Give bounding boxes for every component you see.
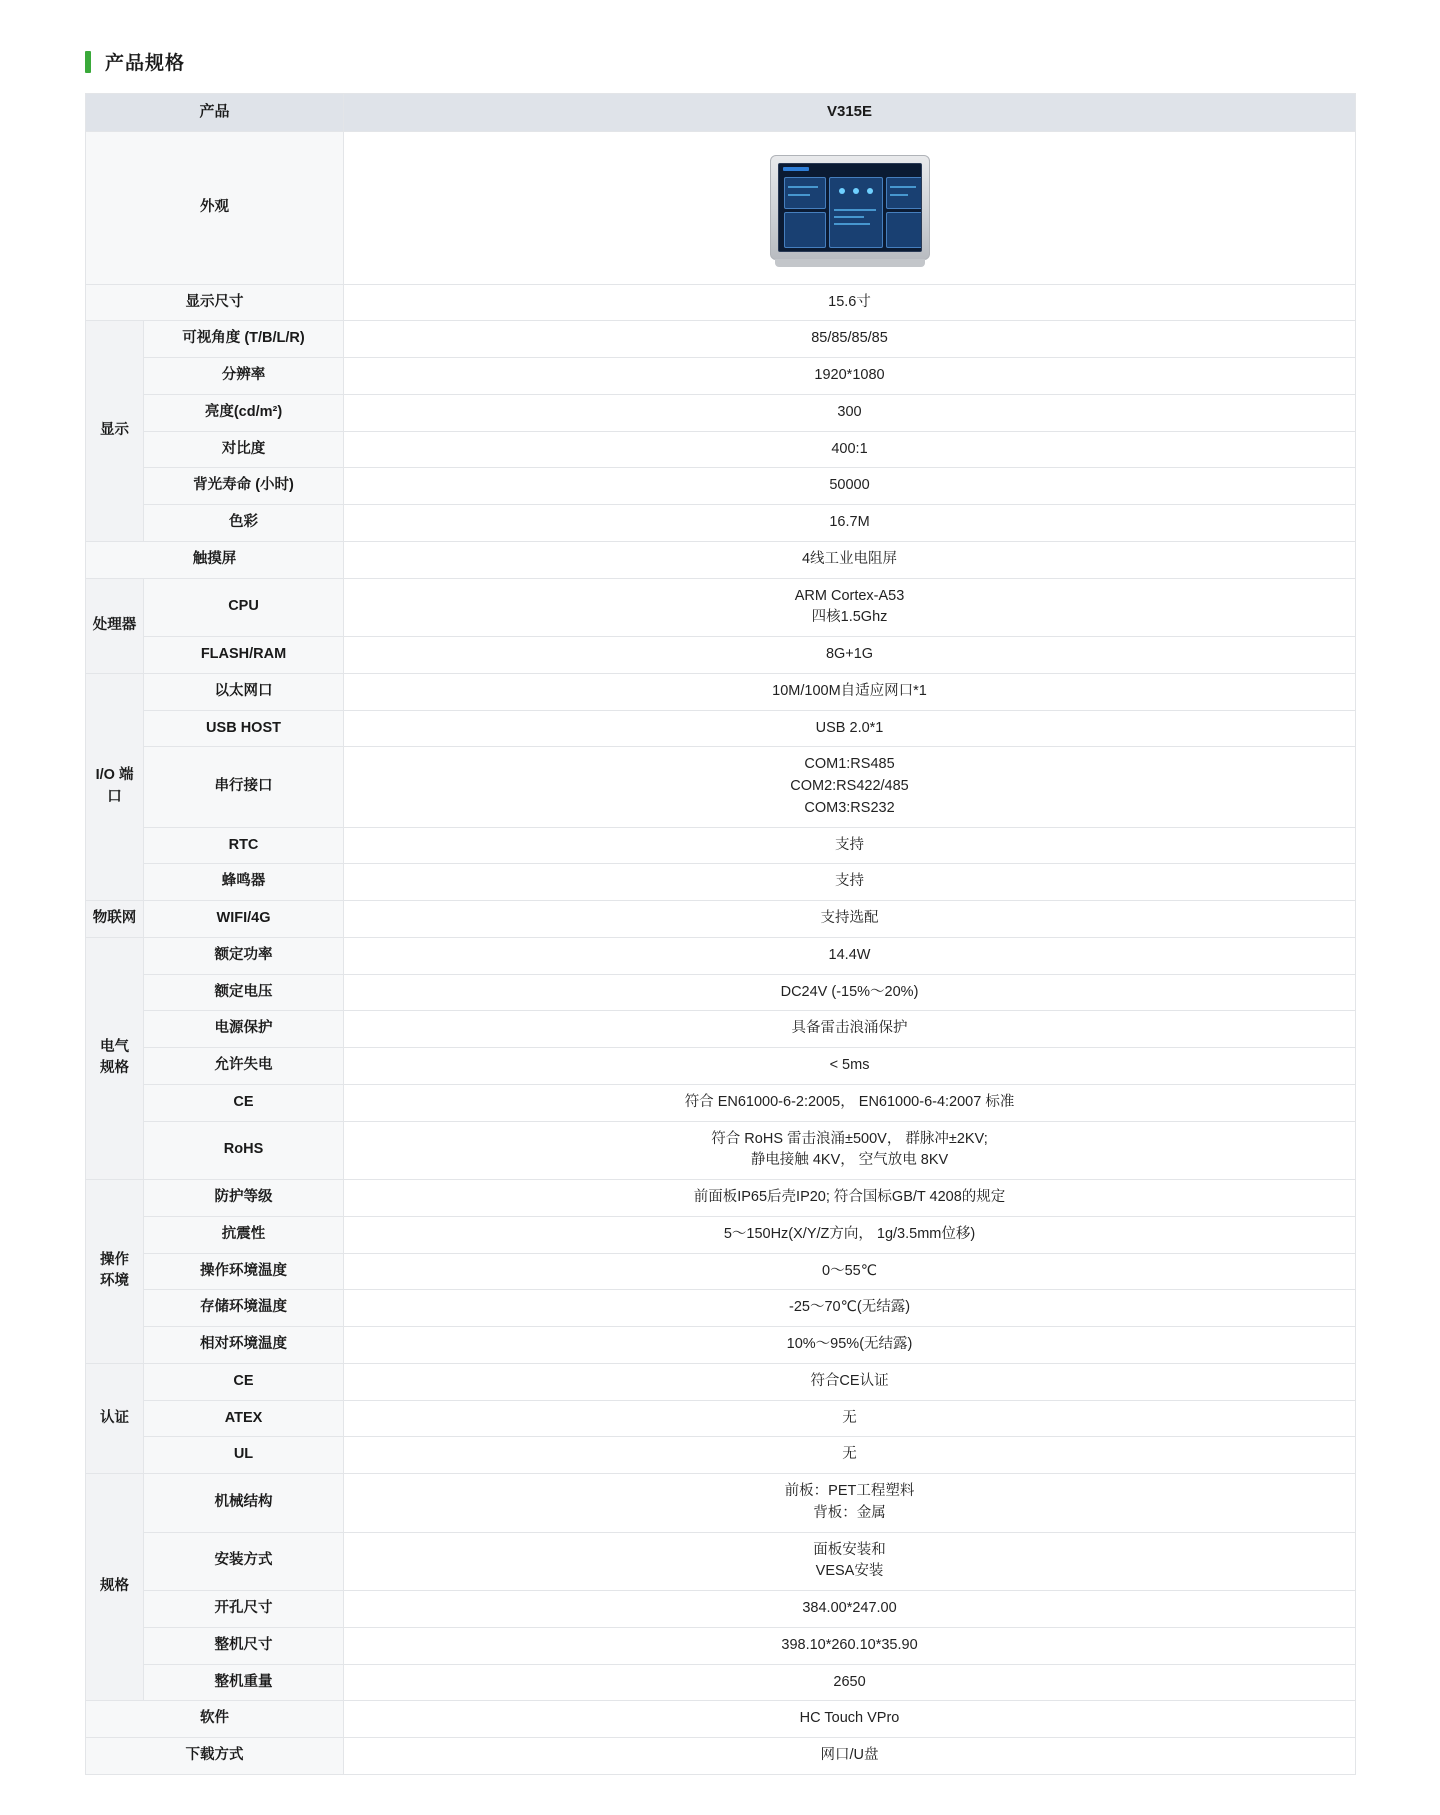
screen-panel — [784, 212, 826, 248]
table-row — [86, 578, 1356, 637]
device-illustration — [770, 155, 930, 260]
row-label: 触摸屏 — [86, 541, 344, 578]
row-label: CPU — [144, 578, 344, 637]
row-value: 398.10*260.10*35.90 — [344, 1627, 1356, 1664]
table-row — [86, 1437, 1356, 1474]
row-label: 以太网口 — [144, 673, 344, 710]
header-label: 产品 — [86, 94, 344, 132]
table-row — [86, 1048, 1356, 1085]
row-value: 14.4W — [344, 937, 1356, 974]
value-line: COM2:RS422/485 — [790, 778, 909, 794]
table-row — [86, 321, 1356, 358]
row-label: 开孔尺寸 — [144, 1591, 344, 1628]
table-row — [86, 358, 1356, 395]
row-label: RTC — [144, 827, 344, 864]
table-row — [86, 1627, 1356, 1664]
table-row — [86, 827, 1356, 864]
table-row — [86, 1363, 1356, 1400]
table-row — [86, 1400, 1356, 1437]
row-label-line: 可视角度 — [182, 330, 241, 347]
screen-line — [834, 223, 870, 225]
screen-indicator — [839, 188, 845, 194]
table-row — [86, 1084, 1356, 1121]
table-row — [86, 974, 1356, 1011]
row-value: 0～55℃ — [344, 1253, 1356, 1290]
row-label: WIFI/4G — [144, 901, 344, 938]
row-value: 前面板IP65后壳IP20; 符合国标GB/T 4208的规定 — [344, 1180, 1356, 1217]
table-row — [86, 131, 1356, 284]
row-label: 额定功率 — [144, 937, 344, 974]
screen-panel — [886, 212, 922, 248]
group-label-processor: 处理器 — [86, 578, 144, 673]
row-label: 下载方式 — [86, 1738, 344, 1775]
row-label: 允许失电 — [144, 1048, 344, 1085]
row-value: 16.7M — [344, 505, 1356, 542]
table-row — [86, 1011, 1356, 1048]
row-label: 存储环境温度 — [144, 1290, 344, 1327]
table-row — [86, 541, 1356, 578]
device-image-cell — [344, 131, 1356, 284]
table-row — [86, 468, 1356, 505]
group-label-electrical — [86, 937, 144, 1179]
row-label: 额定电压 — [144, 974, 344, 1011]
row-value: 支持 — [344, 827, 1356, 864]
device-screen — [778, 163, 922, 252]
row-value: 10M/100M自适应网口*1 — [344, 673, 1356, 710]
screen-line — [834, 216, 864, 218]
row-value: 4线工业电阻屏 — [344, 541, 1356, 578]
row-label: CE — [144, 1084, 344, 1121]
row-label: 安装方式 — [144, 1532, 344, 1591]
row-value: 支持选配 — [344, 901, 1356, 938]
screen-indicator — [867, 188, 873, 194]
row-value: 具备雷击浪涌保护 — [344, 1011, 1356, 1048]
value-line: 静电接触 4KV， 空气放电 8KV — [750, 1152, 949, 1169]
row-label: 软件 — [86, 1701, 344, 1738]
device-base — [775, 259, 925, 267]
group-label-iot: 物联网 — [86, 901, 144, 938]
row-value: 400:1 — [344, 431, 1356, 468]
row-label: FLASH/RAM — [144, 637, 344, 674]
row-value: 5～150Hz(X/Y/Z方向， 1g/3.5mm位移) — [344, 1216, 1356, 1253]
row-value: 15.6寸 — [344, 284, 1356, 321]
row-value: 10%～95%(无结露) — [344, 1327, 1356, 1364]
row-value: 1920*1080 — [344, 358, 1356, 395]
row-label-line: (小时) — [255, 477, 294, 494]
group-label-line: 端口 — [107, 767, 134, 805]
value-line: 符合 RoHS 雷击浪涌±500V， 群脉冲±2KV; — [711, 1130, 988, 1147]
group-label-line: 操作 — [100, 1251, 129, 1268]
value-line: 面板安装和 — [813, 1541, 886, 1558]
screen-panel — [784, 177, 826, 209]
row-label: 抗震性 — [144, 1216, 344, 1253]
table-row — [86, 710, 1356, 747]
row-label: 电源保护 — [144, 1011, 344, 1048]
row-label: USB HOST — [144, 710, 344, 747]
row-label-line: (T/B/L/R) — [244, 330, 305, 347]
group-label-environment — [86, 1180, 144, 1364]
row-label: 防护等级 — [144, 1180, 344, 1217]
row-value: 300 — [344, 394, 1356, 431]
row-label-line: 背光寿命 — [193, 477, 252, 494]
row-label: 亮度(cd/m²) — [144, 394, 344, 431]
screen-indicator — [853, 188, 859, 194]
row-value: 网口/U盘 — [344, 1738, 1356, 1775]
row-value: 符合 EN61000-6-2:2005， EN61000-6-4:2007 标准 — [344, 1084, 1356, 1121]
table-row — [86, 1591, 1356, 1628]
row-label: 分辨率 — [144, 358, 344, 395]
row-label: UL — [144, 1437, 344, 1474]
row-value: 支持 — [344, 864, 1356, 901]
group-label-io — [86, 673, 144, 900]
screen-line — [890, 186, 916, 188]
row-value: < 5ms — [344, 1048, 1356, 1085]
table-row — [86, 1216, 1356, 1253]
value-line: 四核1.5Ghz — [811, 609, 888, 626]
group-label-line: I/O — [95, 767, 115, 784]
row-label: 整机重量 — [144, 1664, 344, 1701]
table-row — [86, 1701, 1356, 1738]
row-value — [344, 747, 1356, 827]
row-value: 符合CE认证 — [344, 1363, 1356, 1400]
row-value — [344, 1532, 1356, 1591]
row-value: 85/85/85/85 — [344, 321, 1356, 358]
screen-line — [890, 194, 908, 196]
table-row — [86, 1327, 1356, 1364]
spec-table — [85, 93, 1356, 1775]
value-line: COM3:RS232 — [804, 799, 895, 816]
group-label-line: 电气 — [100, 1038, 129, 1055]
table-row — [86, 1474, 1356, 1533]
row-label: 显示尺寸 — [86, 284, 344, 321]
value-line: 前板：PET工程塑料 — [784, 1483, 915, 1499]
row-value: USB 2.0*1 — [344, 710, 1356, 747]
table-row — [86, 431, 1356, 468]
table-row — [86, 1121, 1356, 1180]
row-label: 机械结构 — [144, 1474, 344, 1533]
row-value: 2650 — [344, 1664, 1356, 1701]
row-value — [344, 1121, 1356, 1180]
table-row — [86, 1180, 1356, 1217]
table-row — [86, 637, 1356, 674]
table-row — [86, 1290, 1356, 1327]
table-row — [86, 1738, 1356, 1775]
row-label: 蜂鸣器 — [144, 864, 344, 901]
row-label: ATEX — [144, 1400, 344, 1437]
section-title — [85, 48, 1355, 75]
group-label-certification: 认证 — [86, 1363, 144, 1473]
table-row — [86, 1664, 1356, 1701]
table-row — [86, 901, 1356, 938]
row-value: HC Touch VPro — [344, 1701, 1356, 1738]
row-label: 整机尺寸 — [144, 1627, 344, 1664]
table-row — [86, 1532, 1356, 1591]
group-label-line: 规格 — [100, 1060, 129, 1077]
row-value: 384.00*247.00 — [344, 1591, 1356, 1628]
row-label: CE — [144, 1363, 344, 1400]
table-row — [86, 505, 1356, 542]
row-value: 无 — [344, 1437, 1356, 1474]
row-value: 50000 — [344, 468, 1356, 505]
group-label-line: 环境 — [100, 1273, 129, 1290]
value-line: VESA安装 — [815, 1563, 884, 1580]
group-label-display: 显示 — [86, 321, 144, 542]
accent-bar — [85, 51, 91, 73]
table-header-row — [86, 94, 1356, 132]
row-label — [144, 321, 344, 358]
row-label: 对比度 — [144, 431, 344, 468]
screen-line — [788, 194, 810, 196]
table-row — [86, 673, 1356, 710]
row-value: DC24V (-15%～20%) — [344, 974, 1356, 1011]
table-row — [86, 864, 1356, 901]
row-label — [144, 468, 344, 505]
row-value — [344, 578, 1356, 637]
table-row — [86, 937, 1356, 974]
row-label-appearance: 外观 — [86, 131, 344, 284]
table-row — [86, 747, 1356, 827]
table-row — [86, 284, 1356, 321]
table-row — [86, 394, 1356, 431]
row-value: 无 — [344, 1400, 1356, 1437]
row-label: 操作环境温度 — [144, 1253, 344, 1290]
screen-line — [788, 186, 818, 188]
value-line: ARM Cortex-A53 — [794, 587, 905, 604]
row-value: 8G+1G — [344, 637, 1356, 674]
group-label-specification: 规格 — [86, 1474, 144, 1701]
row-label: 串行接口 — [144, 747, 344, 827]
screen-line — [834, 209, 876, 211]
table-row — [86, 1253, 1356, 1290]
value-line: COM1:RS485 — [804, 756, 895, 773]
row-value — [344, 1474, 1356, 1533]
value-line: 背板：金属 — [813, 1504, 886, 1521]
row-label: 色彩 — [144, 505, 344, 542]
row-label: RoHS — [144, 1121, 344, 1180]
row-value: -25～70℃(无结露) — [344, 1290, 1356, 1327]
row-label: 相对环境温度 — [144, 1327, 344, 1364]
screen-topbar — [783, 167, 809, 171]
screen-panel — [886, 177, 922, 209]
page-title: 产品规格 — [105, 53, 186, 74]
header-value: V315E — [344, 94, 1356, 132]
